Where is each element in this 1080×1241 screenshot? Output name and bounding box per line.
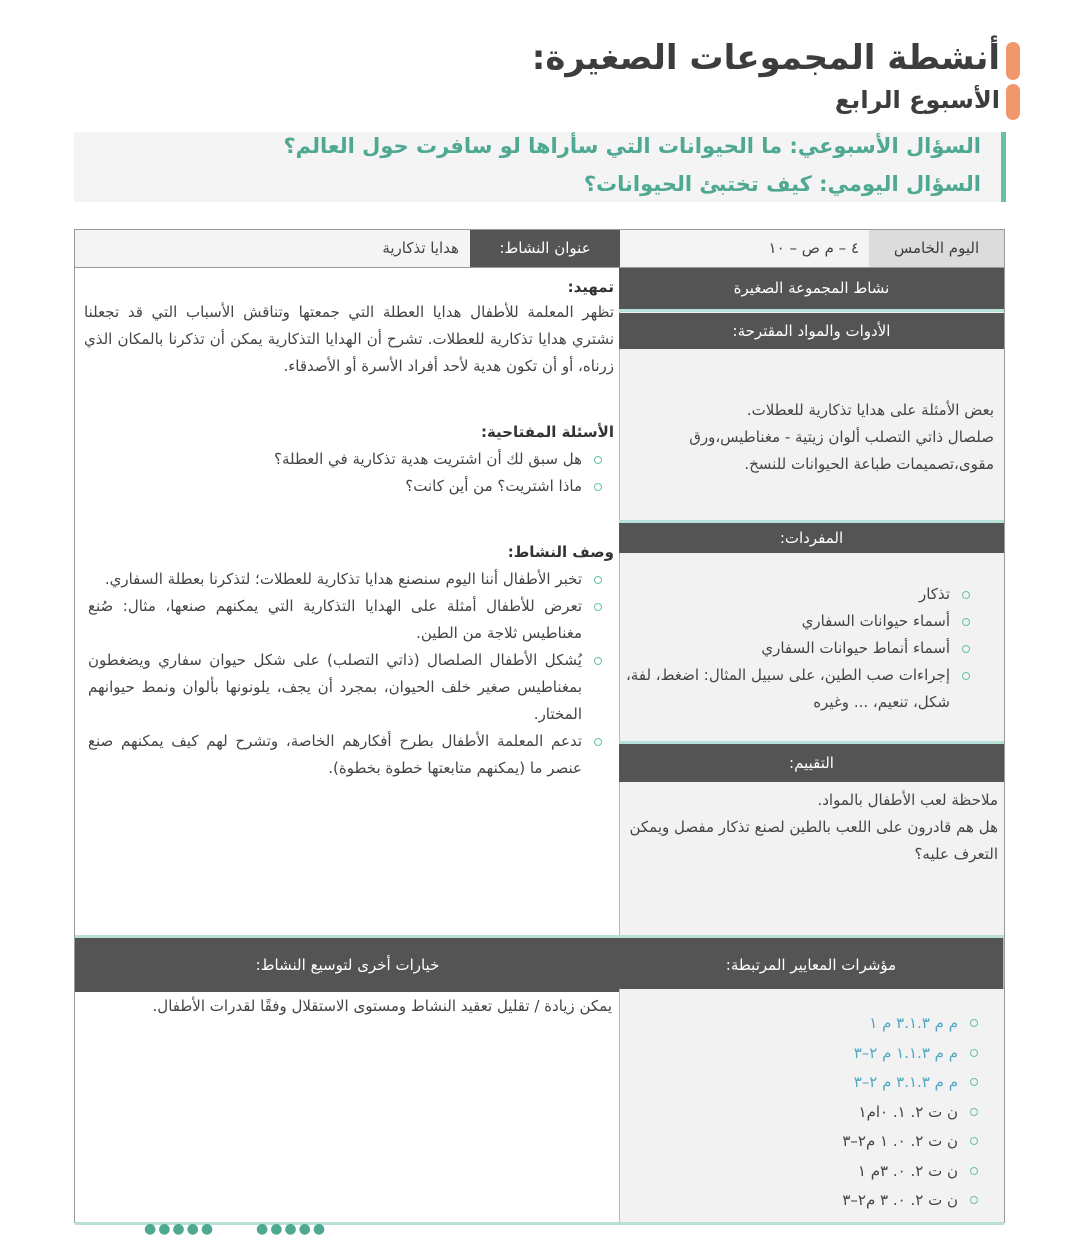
- activity-title-value: هدايا تذكارية: [382, 239, 459, 257]
- key-questions-list: [84, 446, 604, 500]
- vocab-item: أسماء حيوانات السفاري: [622, 608, 972, 635]
- activity-title-label: عنوان النشاط:: [470, 230, 620, 267]
- activity-table: [74, 229, 1005, 1223]
- assessment-header: التقييم:: [619, 744, 1004, 782]
- decorative-dots: ●●●●●: [256, 1221, 328, 1237]
- page-subtitle: الأسبوع الرابع: [834, 86, 1000, 114]
- bottom-section: [75, 935, 1004, 995]
- questions-box: [74, 132, 1006, 202]
- materials-header: الأدوات والمواد المقترحة:: [619, 313, 1004, 349]
- description-item: يُشكل الأطفال الصلصال (ذاتي التصلب) على شكل حيوان سفاري ويضغطون بمغناطيس صغير خلف الحيوان، بمجرد أن يجف، يلونونها بألوان ونمط حيوانهم المختار.: [88, 647, 604, 728]
- standard-item: ن ت ٢. ١. ٠ام١: [640, 1098, 980, 1128]
- standard-item: ن ت ٢. ٠. ١ م٢–٣: [640, 1127, 980, 1157]
- vocab-list: [622, 581, 972, 716]
- description-list: [88, 566, 604, 782]
- standard-item: ن ت ٢. ٠. ٣م ١: [640, 1157, 980, 1187]
- standards-cell: [619, 989, 1004, 1222]
- extension-text: يمكن زيادة / تقليل تعقيد النشاط ومستوى الاستقلال وفقًا لقدرات الأطفال.: [152, 997, 612, 1015]
- key-question-item: ماذا اشتريت؟ من أين كانت؟: [84, 473, 604, 500]
- decorative-dots: ●●●●●: [144, 1221, 216, 1237]
- description-heading: وصف النشاط:: [507, 543, 614, 561]
- description-item: تدعم المعلمة الأطفال بطرح أفكارهم الخاصة، وتشرح لهم كيف يمكنهم صنع عنصر ما (يمكنهم متابعتها خطوة بخطوة).: [88, 728, 604, 782]
- weekly-question: السؤال الأسبوعي: ما الحيوانات التي سأراها لو سافرت حول العالم؟: [283, 134, 981, 158]
- vocab-item: إجراءات صب الطين، على سبيل المثال: اضغط، لفة، شكل، تنعيم، ... وغيره: [622, 662, 972, 716]
- description-item: تخبر الأطفال أننا اليوم سنصنع هدايا تذكارية للعطلات؛ لتذكرنا بعطلة السفاري.: [88, 566, 604, 593]
- header-accent-bar: [1006, 42, 1020, 120]
- standard-item: م م ١.١.٣ م ٢–٣: [640, 1039, 980, 1069]
- intro-heading: تمهيد:: [567, 278, 614, 296]
- day-value: ٤ – م ص – ١٠: [768, 239, 859, 257]
- materials-text: بعض الأمثلة على هدايا تذكارية للعطلات. صلصال ذاتي التصلب ألوان زيتية - مغناطيس،ورق مقوى،تصميمات طباعة الحيوانات للنسخ.: [689, 401, 994, 473]
- key-question-item: هل سبق لك أن اشتريت هدية تذكارية في العطلة؟: [84, 446, 604, 473]
- divider: [619, 309, 1004, 312]
- standard-item: م م ٣.١.٣ م ٢–٣: [640, 1068, 980, 1098]
- group-activity-header: نشاط المجموعة الصغيرة: [619, 268, 1004, 309]
- intro-text: تظهر المعلمة للأطفال هدايا العطلة التي جمعتها وتناقش الأسباب التي قد تجعلنا نشتري هدايا تذكارية للعطلات. تشرح أن الهدايا التذكارية يمكن أن تذكرنا بالمكان الذي زرناه، أو أن تكون هدية لأحد أفراد الأسرة أو الأصدقاء.: [84, 303, 614, 375]
- standard-item: ن ت ٢. ٠. ٣ م٢–٣: [640, 1186, 980, 1216]
- left-column: [75, 268, 620, 936]
- extension-header: خيارات أخرى لتوسيع النشاط:: [75, 938, 620, 992]
- table-top-row: [75, 230, 1004, 268]
- standards-list: [640, 1009, 980, 1216]
- page-title: أنشطة المجموعات الصغيرة:: [531, 38, 1000, 78]
- vocab-item: أسماء أنماط حيوانات السفاري: [622, 635, 972, 662]
- assessment-text: ملاحظة لعب الأطفال بالمواد. هل هم قادرون على اللعب بالطين لصنع تذكار مفصل ويمكن التعرف عليه؟: [629, 791, 998, 863]
- description-item: تعرض للأطفال أمثلة على الهدايا التذكارية التي يمكنهم صنعها، مثال: صُنع مغناطيس ثلاجة من الطين.: [88, 593, 604, 647]
- daily-question: السؤال اليومي: كيف تختبئ الحيوانات؟: [583, 172, 981, 196]
- standard-item: م م ٣.١.٣ م ١: [640, 1009, 980, 1039]
- key-questions-heading: الأسئلة المفتاحية:: [480, 423, 614, 441]
- vocab-header: المفردات:: [619, 523, 1004, 553]
- vocab-item: تذكار: [622, 581, 972, 608]
- standards-header: مؤشرات المعايير المرتبطة:: [619, 938, 1004, 992]
- day-label: اليوم الخامس: [869, 230, 1004, 267]
- right-column: [619, 268, 1004, 936]
